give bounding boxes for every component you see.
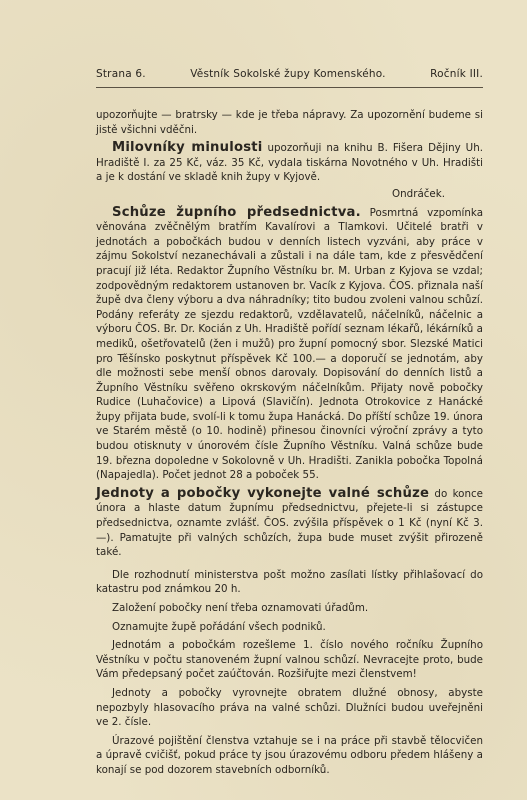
- journal-title: Věstník Sokolské župy Komenského.: [190, 68, 386, 80]
- paragraph-general-meetings: [96, 487, 483, 560]
- heading-board-meeting: Schůze župního předsednictva.: [112, 204, 361, 220]
- paragraph-books-text: upozorňuji na knihu B. Fišera Dějiny Uh. Hradiště I. za 25 Kč, váz. 35 Kč, vydala tiskárna Novotného v Uh. Hradišti a je k dostání ve skladě knih župy v Kyjově.: [96, 142, 483, 184]
- paragraph-events: Oznamujte župě pořádání všech podniků.: [112, 620, 326, 633]
- paragraph-bulletin: Jednotám a pobočkám rozešleme 1. číslo nového ročníku Župního Věstníku v počtu stanoveném župní valnou schůzí. Nevracejte proto, bude Vám předepsaný počet zaúčtován. Rozšiřujte mezi členstvem!: [96, 639, 483, 681]
- paragraph-books: [96, 141, 483, 185]
- article-body: [96, 108, 483, 778]
- paragraph-general-meetings-text: do konce února a hlaste datum župnímu předsednictvu, přejete-li si zástupce předsednictva, oznamte zvlášť. ČOS. zvýšila příspěvek o 1 Kč (nyní Kč 3.—). Pamatujte při valných schůzích, župa bude muset zvýšit přirozeně také.: [96, 487, 483, 559]
- paragraph-debts: Jednoty a pobočky vyrovnejte obratem dlužné obnosy, abyste nepozbyly hlasovacího práva na valné schůzi. Dlužníci budou uveřejněni ve 2. čísle.: [96, 686, 483, 729]
- paragraph-insurance: Úrazové pojištění členstva vztahuje se i na práce při stavbě tělocvičen a úpravě cvičišť, pokud práce ty jsou úrazovému odboru předem hlášeny a konají se pod dozorem stavebních odborníků.: [96, 734, 483, 776]
- paragraph-meeting-text: Posmrtná vzpomínka věnována zvěčnělým bratřím Kavalírovi a Tlamkovi. Učitelé bratři v jednotách a pobočkách budou v denních listech vyzváni, aby práce v zájmu Sokolství nezanechávali a zůstali i na dále tam, kde z přesvědčení pracují již léta. Redaktor Župního Věstníku br. M. Urban z Kyjova se vzdal; zodpovědným redaktorem ustanoven br. Vacík z Kyjova. ČOS. přiznala naší župě dva členy výboru a dva náhradníky; tito budou zvoleni valnou schůzí. Podány referáty ze sjezdu redaktorů, vzdělavatelů, náčelníků, náčelnic a výboru ČOS. Br. Dr. Kocián z Uh. Hradiště pořídí seznam lékařů, lékárníků a mediků, ošetřovatelů (žen i mužů) pro župní pomocný sbor. Slezské Matici pro Těšínsko poskytnut příspěvek Kč 100.— a doporučí se jednotám, aby dle možnosti sebe menší obnos darovaly. Dopisování do denních listů a Župního Věstníku svěřeno okrskovým náčelníkům. Přijaty nově pobočky Rudice (Luhačovice) a Lipová (Slavičín). Jednota Otrokovice z Hanácké župy přijata bude, svolí-li k tomu župa Hanácká. Do příští schůze 19. února ve Starém městě (o 10. hodině) přinesou činovníci výroční zprávy a tyto budou otisknuty v únorovém čísle Župního Věstníku. Valná schůze bude 19. března dopoledne v Sokolovně v Uh. Hradišti. Zanikla pobočka Topolná (Napajedla). Počet jednot 28 a poboček 55.: [96, 206, 484, 482]
- heading-general-meetings: Jednoty a pobočky vykonejte valné schůze: [96, 485, 430, 501]
- page-number: Strana 6.: [96, 68, 146, 80]
- paragraph-branch-founding: Založení pobočky není třeba oznamovati úřadům.: [112, 602, 369, 614]
- running-header: [96, 68, 483, 88]
- volume-label: Ročník III.: [430, 68, 483, 80]
- paragraph-1: upozorňujte — bratrsky — kde je třeba nápravy. Za upozornění budeme si jistě všichni vděčni.: [96, 109, 483, 136]
- paragraph-meeting: [96, 206, 483, 483]
- heading-history-lovers: Milovníky minulosti: [112, 140, 263, 156]
- paragraph-postal: Dle rozhodnutí ministerstva pošt možno zasílati lístky přihlašovací do katastru pod známkou 20 h.: [96, 568, 483, 596]
- signature: Ondráček.: [392, 187, 445, 200]
